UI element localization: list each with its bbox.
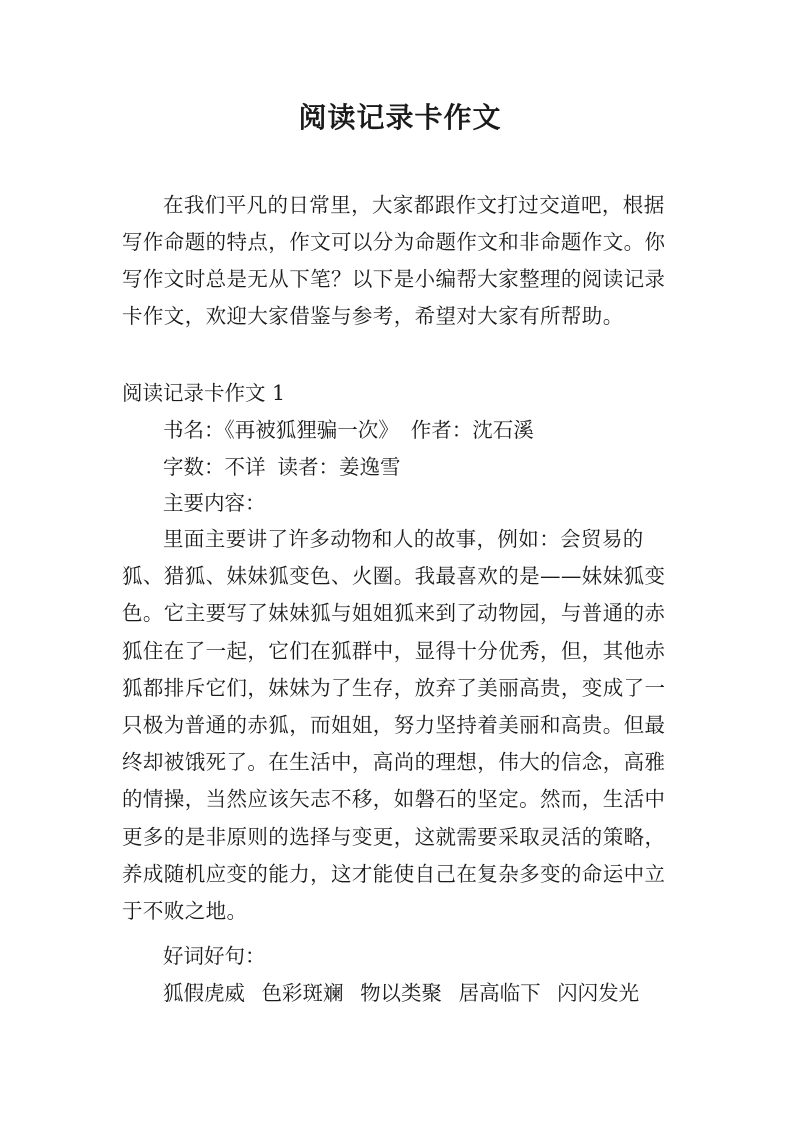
- reading-info-line: [163, 449, 401, 486]
- good-words-label: 好词好句：: [163, 944, 266, 968]
- good-word: 狐假虎威: [163, 981, 245, 1005]
- good-word: 物以类聚: [360, 981, 443, 1005]
- intro-paragraph: 在我们平凡的日常里，大家都跟作文打过交道吧，根据写作命题的特点，作文可以分为命题作文和非命题作文。你写作文时总是无从下笔？以下是小编帮大家整理的阅读记录卡作文，欢迎大家借鉴与参考，希望对大家有所帮助。: [122, 193, 666, 328]
- book-author: 作者：沈石溪: [410, 418, 534, 442]
- word-count: 字数：不详: [163, 455, 266, 479]
- main-content-label: 主要内容：: [163, 491, 266, 515]
- page-title: 阅读记录卡作文: [298, 101, 502, 134]
- reader-name: 读者：姜逸雪: [277, 455, 401, 479]
- good-word: 闪闪发光: [557, 981, 640, 1005]
- good-words-list: [163, 975, 649, 1012]
- good-word: 色彩斑斓: [261, 981, 344, 1005]
- book-name: 书名：《再被狐狸骗一次》: [163, 418, 399, 442]
- section-heading: 阅读记录卡作文 1: [122, 381, 286, 405]
- good-word: 居高临下: [458, 981, 541, 1005]
- book-info-line: [163, 412, 534, 449]
- main-content-paragraph: 里面主要讲了许多动物和人的故事，例如：会贸易的狐、猎狐、妹妹狐变色、火圈。我最喜欢的是——妹妹狐变色。它主要写了妹妹狐与姐姐狐来到了动物园，与普通的赤狐住在了一起，它们在狐群中，显得十分优秀，但，其他赤狐都排斥它们，妹妹为了生存，放弃了美丽高贵，变成了一只极为普通的赤狐，而姐姐，努力坚持着美丽和高贵。但最终却被饿死了。在生活中，高尚的理想，伟大的信念，高雅的情操，当然应该矢志不移，如磐石的坚定。然而，生活中更多的是非原则的选择与变更，这就需要采取灵活的策略，养成随机应变的能力，这才能使自己在复杂多变的命运中立于不败之地。: [122, 527, 666, 924]
